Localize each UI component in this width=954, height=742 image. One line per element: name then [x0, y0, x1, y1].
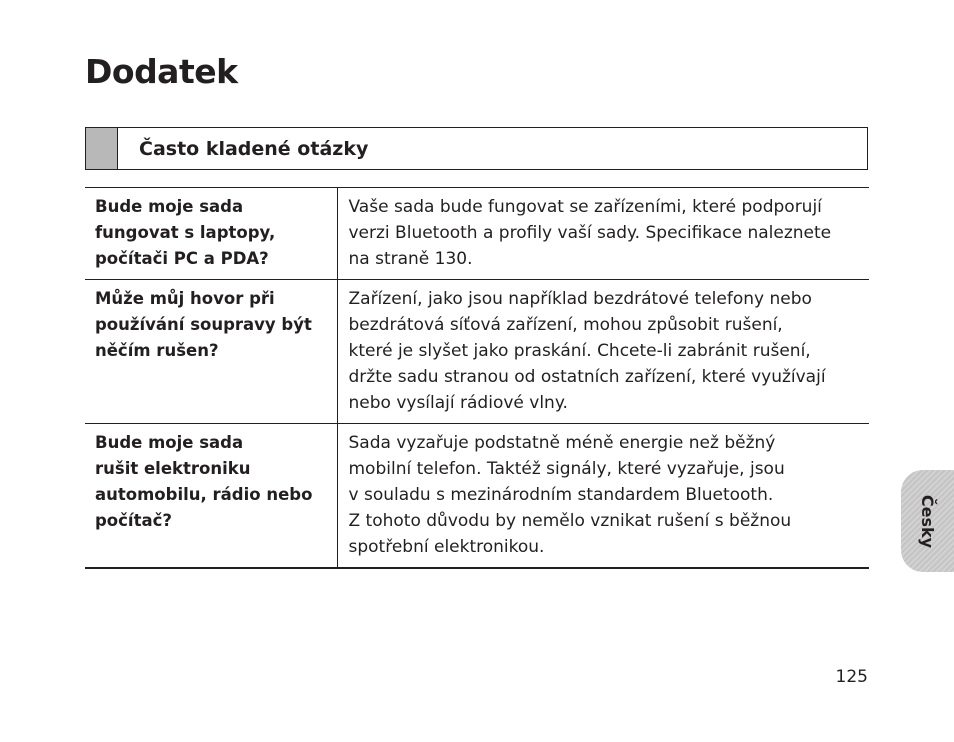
- answer-line: které je slyšet jako praskání. Chcete-li zabránit rušení,: [348, 341, 811, 361]
- page-number: 125: [835, 667, 868, 687]
- section-header: [85, 127, 868, 170]
- language-tab-label: Česky: [918, 494, 937, 548]
- faq-row: [85, 280, 869, 424]
- question-line: počítači PC a PDA?: [95, 249, 269, 268]
- question-line: rušit elektroniku: [95, 459, 251, 478]
- question-line: něčím rušen?: [95, 341, 219, 360]
- language-tab-label-wrap: [901, 470, 954, 572]
- faq-answer: [337, 188, 869, 280]
- question-line: Bude moje sada: [95, 197, 244, 216]
- section-title: Často kladené otázky: [139, 138, 369, 160]
- answer-line: v souladu s mezinárodním standardem Bluetooth.: [348, 485, 774, 505]
- answer-line: Vaše sada bude fungovat se zařízeními, které podporují: [348, 197, 822, 217]
- faq-answer: [337, 424, 869, 569]
- question-line: Bude moje sada: [95, 433, 244, 452]
- language-tab: [901, 470, 954, 572]
- question-line: fungovat s laptopy,: [95, 223, 276, 242]
- faq-question: [85, 280, 337, 424]
- answer-line: bezdrátová síťová zařízení, mohou způsobit rušení,: [348, 315, 783, 335]
- answer-line: na straně 130.: [348, 249, 473, 269]
- section-marker: [86, 128, 118, 169]
- page-title: Dodatek: [85, 52, 238, 91]
- faq-table: [85, 187, 869, 569]
- answer-line: držte sadu stranou od ostatních zařízení, které využívají: [348, 367, 826, 387]
- answer-line: mobilní telefon. Taktéž signály, které vyzařuje, jsou: [348, 459, 785, 479]
- answer-line: spotřební elektronikou.: [348, 537, 545, 557]
- question-line: používání soupravy být: [95, 315, 312, 334]
- answer-line: Sada vyzařuje podstatně méně energie než běžný: [348, 433, 776, 453]
- faq-row: [85, 424, 869, 569]
- question-line: počítač?: [95, 511, 172, 530]
- answer-line: Z tohoto důvodu by nemělo vznikat rušení s běžnou: [348, 511, 792, 531]
- faq-answer: [337, 280, 869, 424]
- question-line: Může můj hovor při: [95, 289, 275, 308]
- answer-line: Zařízení, jako jsou například bezdrátové telefony nebo: [348, 289, 812, 309]
- faq-question: [85, 424, 337, 569]
- answer-line: nebo vysílají rádiové vlny.: [348, 393, 568, 413]
- question-line: automobilu, rádio nebo: [95, 485, 313, 504]
- answer-line: verzi Bluetooth a profily vaší sady. Specifikace naleznete: [348, 223, 832, 243]
- faq-row: [85, 188, 869, 280]
- faq-question: [85, 188, 337, 280]
